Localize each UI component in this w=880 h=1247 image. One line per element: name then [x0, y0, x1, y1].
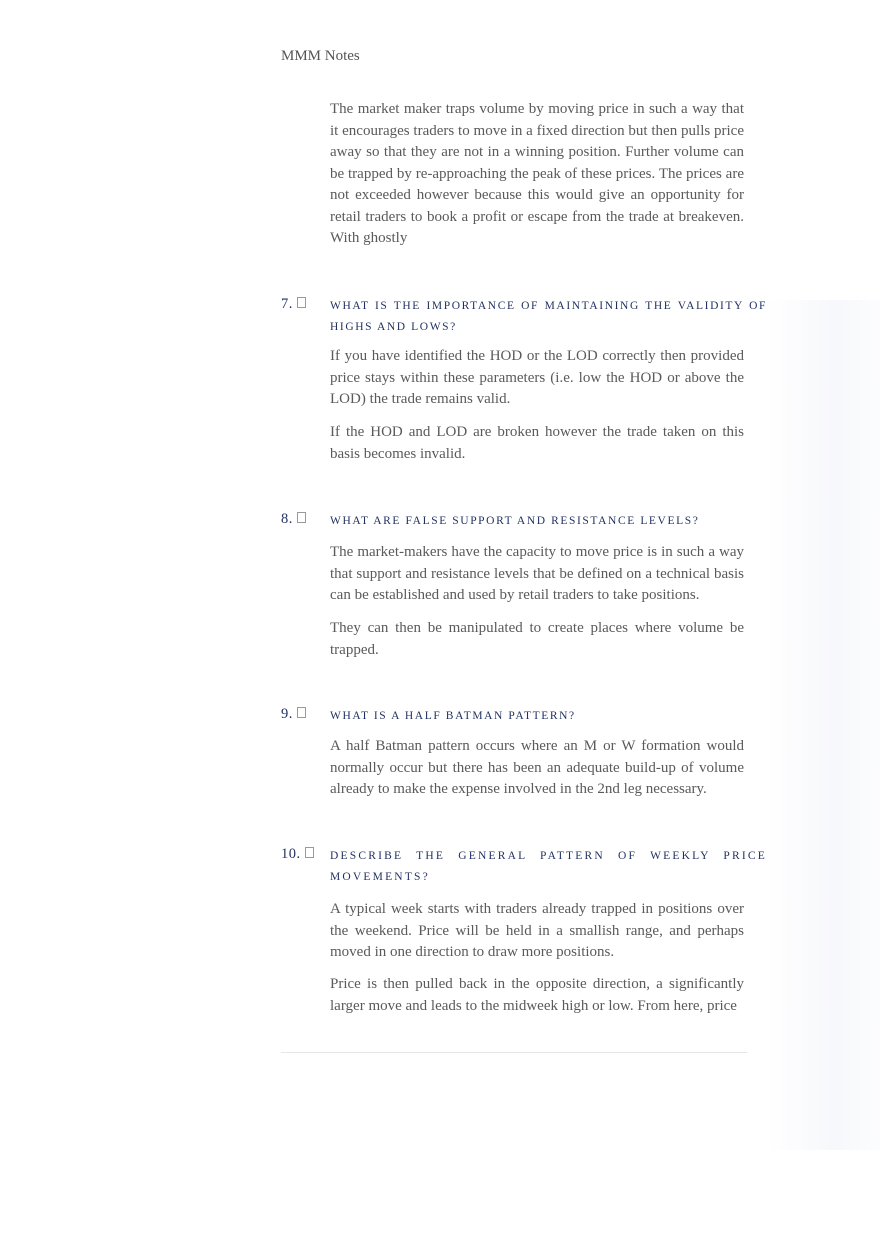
question-9-number — [281, 706, 306, 723]
question-7-paragraph-1: If you have identified the HOD or the LOD correctly then provided price stays within these parameters (i.e. low the HOD or above the LOD) the trade remains valid. — [330, 348, 744, 407]
question-10-number — [281, 846, 314, 863]
intro-paragraph: The market maker traps volume by moving price in such a way that it encourages traders to move in a fixed direction but then pulls price away so that they are not in a winning position. Further volume can be trapped by re-approaching the peak of these prices. The prices are not exceeded however because this would give an opportunity for retail traders to book a profit or escape from the trade at breakeven. With ghostly — [330, 101, 744, 246]
question-8-heading: WHAT ARE FALSE SUPPORT AND RESISTANCE LEVELS? — [330, 515, 700, 527]
question-7-heading: WHAT IS THE IMPORTANCE OF MAINTAINING THE VALIDITY OF HIGHS AND LOWS? — [330, 300, 767, 333]
question-number-label: 9. — [281, 706, 293, 722]
footer-divider — [281, 1052, 747, 1053]
question-8-number — [281, 511, 306, 528]
question-8-paragraph-1: The market-makers have the capacity to move price is in such a way that support and resistance levels that be defined on a technical basis can be established and used by retail traders to take positions. — [330, 544, 744, 603]
question-number-label: 10. — [281, 846, 301, 862]
page-shadow — [767, 300, 880, 1150]
question-9-paragraph-1: A half Batman pattern occurs where an M or W formation would normally occur but there has been an adequate build-up of volume already to make the expense involved in the 2nd leg necessary. — [330, 738, 744, 797]
missing-glyph-icon — [297, 707, 306, 718]
question-number-label: 7. — [281, 296, 293, 312]
question-7-paragraph-2: If the HOD and LOD are broken however the trade taken on this basis becomes invalid. — [330, 424, 744, 462]
running-header: MMM Notes — [281, 48, 360, 64]
question-number-label: 8. — [281, 511, 293, 527]
question-8-paragraph-2: They can then be manipulated to create places where volume be trapped. — [330, 620, 744, 658]
missing-glyph-icon — [305, 847, 314, 858]
missing-glyph-icon — [297, 512, 306, 523]
question-10-heading: DESCRIBE THE GENERAL PATTERN OF WEEKLY PRICE MOVEMENTS? — [330, 850, 767, 883]
missing-glyph-icon — [297, 297, 306, 308]
question-7-number — [281, 296, 306, 313]
question-10-paragraph-1: A typical week starts with traders already trapped in positions over the weekend. Price will be held in a smallish range, and perhaps moved in one direction to draw more positions. — [330, 901, 744, 960]
question-10-paragraph-2: Price is then pulled back in the opposite direction, a significantly larger move and leads to the midweek high or low. From here, price — [330, 976, 744, 1014]
question-9-heading: WHAT IS A HALF BATMAN PATTERN? — [330, 710, 576, 722]
